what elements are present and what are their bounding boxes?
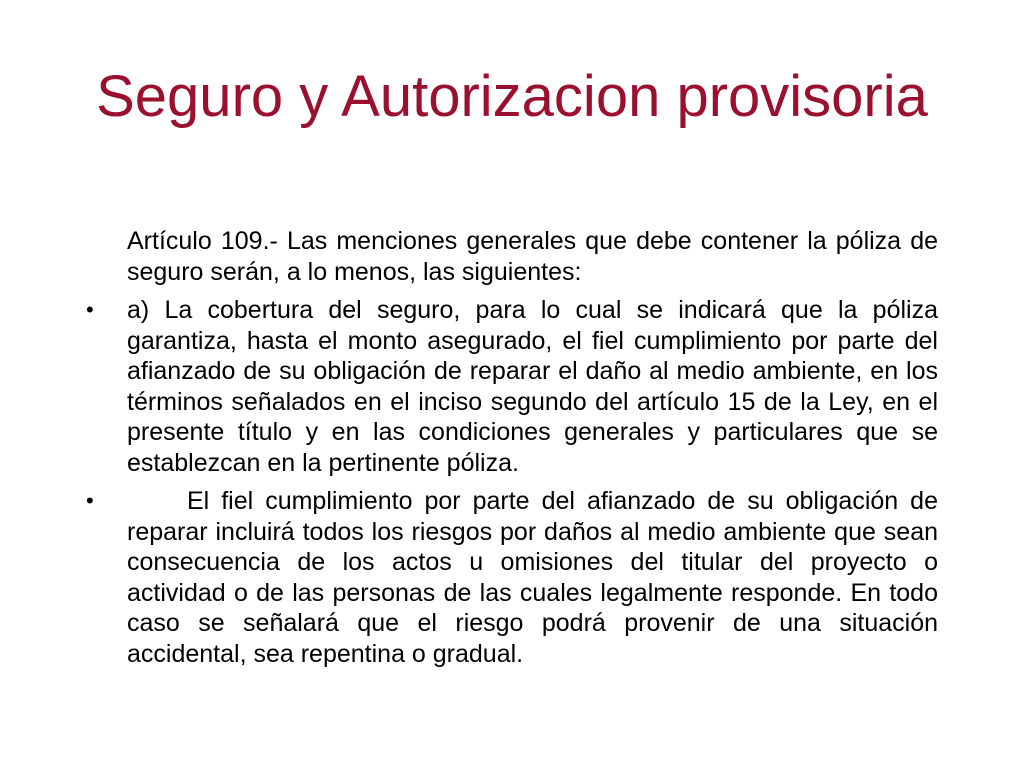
bullet-item	[78, 486, 938, 669]
slide-body	[78, 226, 938, 677]
bullet-icon: •	[86, 297, 94, 322]
bullet-item	[78, 295, 938, 478]
slide-title: Seguro y Autorizacion provisoria	[96, 64, 928, 129]
paragraph-text: a) La cobertura del seguro, para lo cual se indicará que la póliza garantiza, hasta el monto asegurado, el fiel cumplimiento por parte del afianzado de su obligación de reparar el daño al medio ambiente, en los términos señalados en el inciso segundo del artículo 15 de la Ley, en el presente título y en las condiciones generales y particulares que se establezcan en la pertinente póliza.	[127, 296, 938, 477]
paragraph-text: Artículo 109.- Las menciones generales que debe contener la póliza de seguro serán, a lo menos, las siguientes:	[127, 227, 938, 286]
paragraph-text: El fiel cumplimiento por parte del afianzado de su obligación de reparar incluirá todos los riesgos por daños al medio ambiente que sean consecuencia de los actos u omisiones del titular del proyecto o actividad o de las personas de las cuales legalmente responde. En todo caso se señalará que el riesgo podrá provenir de una situación accidental, sea repentina o gradual.	[127, 487, 938, 668]
bullet-icon: •	[86, 488, 94, 513]
paragraph-intro	[78, 226, 938, 287]
